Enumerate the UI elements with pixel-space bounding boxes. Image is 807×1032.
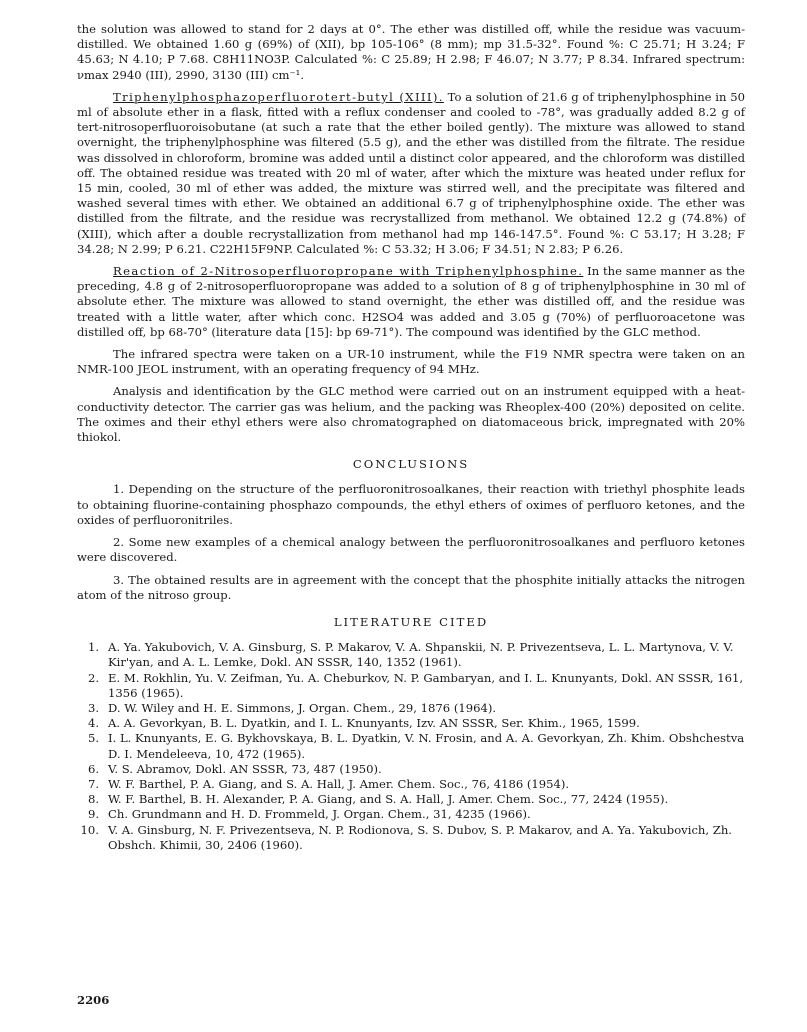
analysis-paragraph: Analysis and identification by the GLC method were carried out on an instrument equipped with a heat-conductivity detector. The carrier gas was helium, and the packing was Rheoplex-400 (20%) deposited on celite. The oximes and their ethyl ethers were also chromatographed on diatomaceous brick, impregnated with 20% thiokol. xyxy=(77,384,745,445)
reaction-text: In the same manner as the preceding, 4.8 g of 2-nitrosoperfluoropropane was added to a solution of 8 g of triphenylphosphine in 30 ml of absolute ether. The mixture was allowed to stand overnight, the ether was distilled off, and the residue was treated with a little water, after which conc. H2SO4 was added and 3.05 g (70%) of perfluoroacetone was distilled off, bp 68-70° (literature data [15]: bp 69-71°). The compound was identified by the GLC method. xyxy=(77,264,745,339)
conclusion-item: 1. Depending on the structure of the perfluoronitrosoalkanes, their reaction with triethyl phosphite leads to obtaining fluorine-containing phosphazo compounds, the ethyl ethers of oximes of perfluoro ketones, and the oxides of perfluoronitriles. xyxy=(77,482,745,527)
reference-item xyxy=(77,777,745,792)
page-number: 2206 xyxy=(77,993,110,1007)
spectra-paragraph: The infrared spectra were taken on a UR-10 instrument, while the F19 NMR spectra were taken on an NMR-100 JEOL instrument, with an operating frequency of 94 MHz. xyxy=(77,347,745,377)
reference-item xyxy=(77,792,745,807)
reference-item xyxy=(77,807,745,822)
reference-item xyxy=(77,671,745,701)
reference-item xyxy=(77,823,745,853)
literature-heading: LITERATURE CITED xyxy=(333,614,489,629)
reference-number: 6. xyxy=(87,761,99,776)
reference-item xyxy=(77,731,745,761)
reaction-heading: Reaction of 2-Nitrosoperfluoropropane with Triphenylphosphine. xyxy=(113,264,584,279)
reference-number: 1. xyxy=(87,640,99,655)
reference-number: 5. xyxy=(87,731,99,746)
reference-item xyxy=(77,716,745,731)
reference-text: W. F. Barthel, P. A. Giang, and S. A. Hall, J. Amer. Chem. Soc., 76, 4186 (1954). xyxy=(108,776,570,791)
conclusion-item: 3. The obtained results are in agreement with the concept that the phosphite initially attacks the nitrogen atom of the nitroso group. xyxy=(77,572,745,602)
page-body xyxy=(77,22,745,853)
reference-number: 10. xyxy=(80,822,99,837)
reference-text: Ch. Grundmann and H. D. Frommeld, J. Organ. Chem., 31, 4235 (1966). xyxy=(108,807,531,822)
conclusions-heading: CONCLUSIONS xyxy=(352,457,470,472)
reference-item xyxy=(77,640,745,670)
reaction-paragraph xyxy=(77,264,745,340)
reference-text: I. L. Knunyants, E. G. Bykhovskaya, B. L. Dyatkin, V. N. Frosin, and A. A. Gevorkyan, Zh. Khim. Obshchestva D. I. Mendeleeva, 10, 472 (1965). xyxy=(108,731,745,761)
reference-number: 9. xyxy=(87,807,99,822)
reference-text: W. F. Barthel, B. H. Alexander, P. A. Giang, and S. A. Hall, J. Amer. Chem. Soc., 77, 2424 (1955). xyxy=(108,792,669,807)
xiii-paragraph xyxy=(77,90,745,257)
reference-text: E. M. Rokhlin, Yu. V. Zeifman, Yu. A. Cheburkov, N. P. Gambaryan, and I. L. Knunyants, Dokl. AN SSSR, 161, 1356 (1965). xyxy=(108,670,744,700)
reference-item xyxy=(77,701,745,716)
reference-number: 8. xyxy=(87,792,99,807)
reference-number: 4. xyxy=(87,716,99,731)
reference-text: V. A. Ginsburg, N. F. Privezentseva, N. P. Rodionova, S. S. Dubov, S. P. Makarov, and A. Ya. Yakubovich, Zh. Obshch. Khimii, 30, 2406 (1960). xyxy=(108,822,732,852)
reference-number: 3. xyxy=(87,700,99,715)
reference-number: 7. xyxy=(87,776,99,791)
reference-text: A. Ya. Yakubovich, V. A. Ginsburg, S. P. Makarov, V. A. Shpanskii, N. P. Privezentseva, L. L. Martynova, V. V. Kir'yan, and A. L. Lemke, Dokl. AN SSSR, 140, 1352 (1961). xyxy=(108,640,734,670)
reference-number: 2. xyxy=(87,670,99,685)
reference-text: A. A. Gevorkyan, B. L. Dyatkin, and I. L. Knunyants, Izv. AN SSSR, Ser. Khim., 1965, 1599. xyxy=(108,716,640,731)
reference-text: D. W. Wiley and H. E. Simmons, J. Organ. Chem., 29, 1876 (1964). xyxy=(108,700,497,715)
conclusion-item: 2. Some new examples of a chemical analogy between the perfluoronitrosoalkanes and perfluoro ketones were discovered. xyxy=(77,535,745,565)
reference-list xyxy=(77,640,745,853)
reference-text: V. S. Abramov, Dokl. AN SSSR, 73, 487 (1950). xyxy=(108,761,382,776)
xiii-text: To a solution of 21.6 g of triphenylphosphine in 50 ml of absolute ether in a flask, fitted with a reflux condenser and cooled to -78°, was gradually added 8.2 g of tert-nitrosoperfluoroisobutane (at such a rate that the ether boiled gently). The mixture was allowed to stand overnight, the triphenylphosphine was filtered (5.5 g), and the ether was distilled from the filtrate. The residue was dissolved in chloroform, bromine was added until a distinct color appeared, and the chloroform was distilled off. The obtained residue was treated with 20 ml of water, after which the mixture was heated under reflux for 15 min, cooled, 30 ml of ether was added, the mixture was stirred well, and the precipitate was filtered and washed several times with ether. We obtained an additional 6.7 g of triphenylphosphine oxide. The ether was distilled from the filtrate, and the residue was recrystallized from methanol. We obtained 12.2 g (74.8%) of (XIII), which after a double recrystallization from methanol had mp 146-147.5°. Found %: C 53.17; H 3.28; F 34.28; N 2.99; P 6.21. C22H15F9NP. Calculated %: C 53.32; H 3.06; F 34.51; N 2.83; P 6.26. xyxy=(77,89,745,256)
xiii-heading: Triphenylphosphazoperfluorotert-butyl (XIII). xyxy=(113,89,444,104)
reference-item xyxy=(77,762,745,777)
intro-paragraph: the solution was allowed to stand for 2 days at 0°. The ether was distilled off, while the residue was vacuum-distilled. We obtained 1.60 g (69%) of (XII), bp 105-106° (8 mm); mp 31.5-32°. Found %: C 25.71; H 3.24; F 45.63; N 4.10; P 7.68. C8H11NO3P. Calculated %: C 25.89; H 2.98; F 46.07; N 3.77; P 8.34. Infrared spectrum: νmax 2940 (III), 2990, 3130 (III) cm⁻¹. xyxy=(77,22,745,82)
